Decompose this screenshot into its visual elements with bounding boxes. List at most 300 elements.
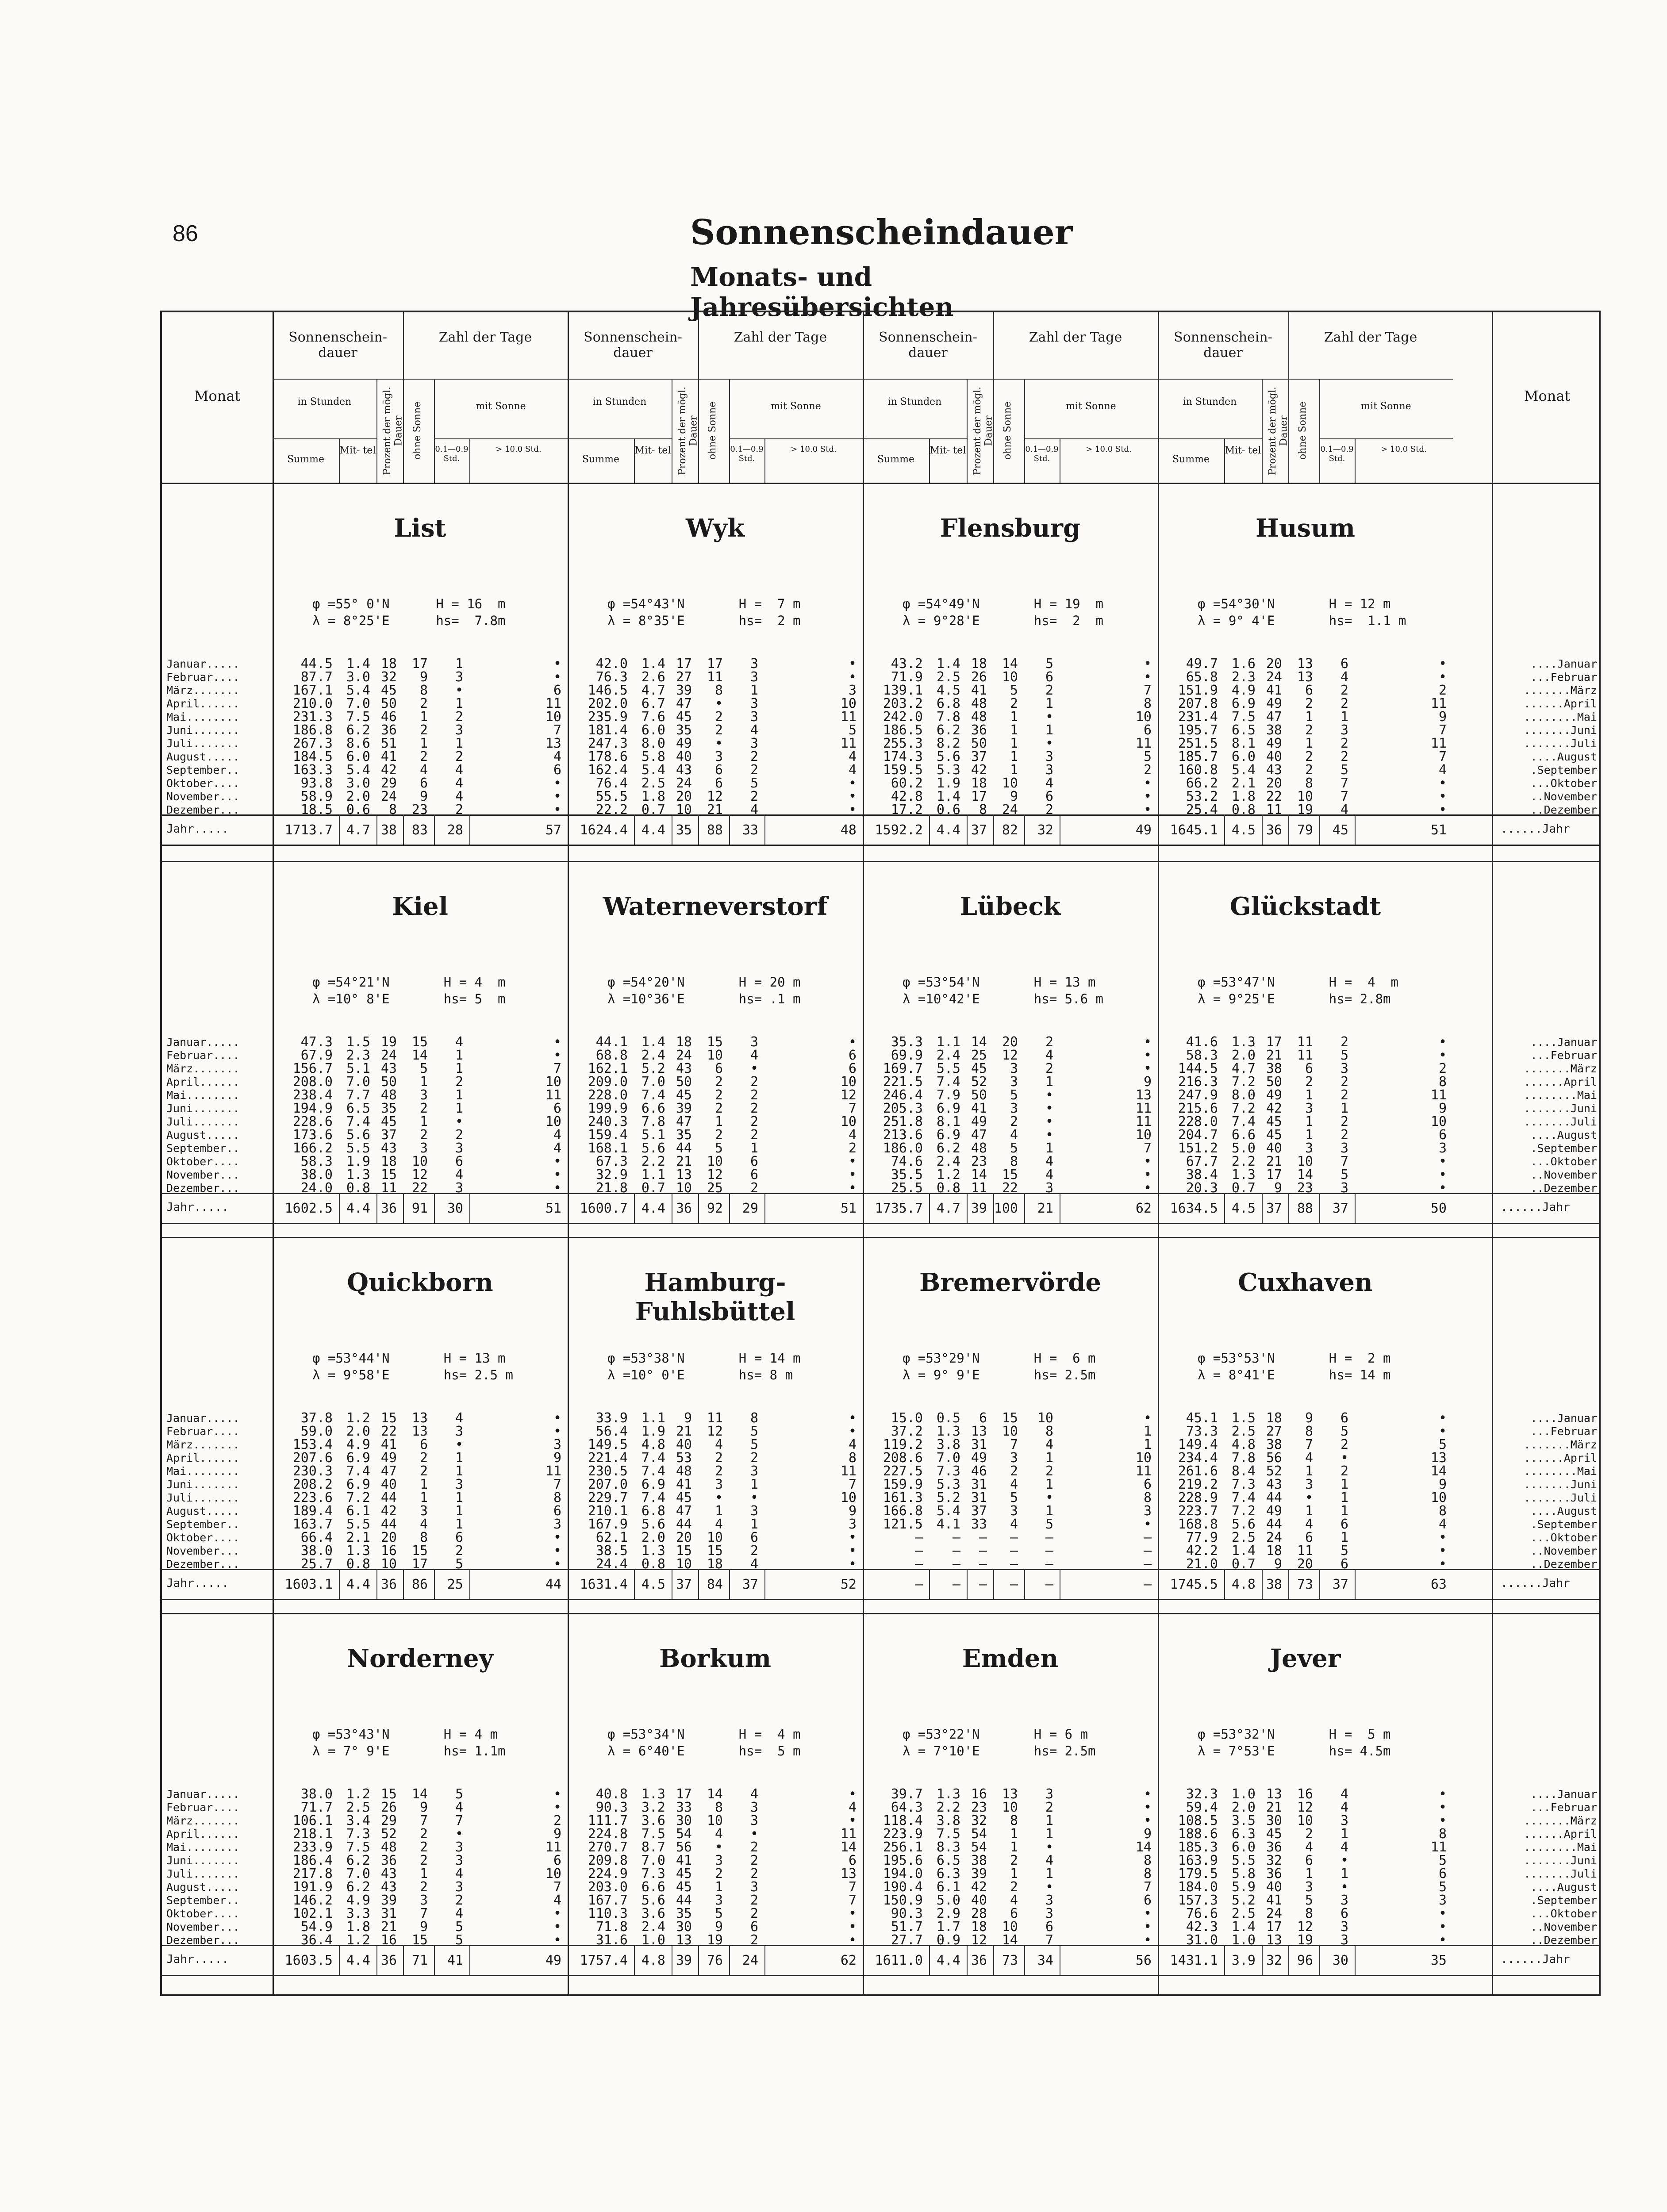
cell: 32.9 [595,1167,628,1183]
cell: 2 [455,1893,463,1908]
column-mittel [1224,1412,1256,1571]
station-coordinates-1: φ =54°21'N H = 4 m [312,975,506,990]
cell: 11 [1297,1543,1313,1559]
cell: 2 [419,1450,428,1466]
cell: 7 [1340,789,1348,804]
cell: 10 [707,1048,723,1063]
cell: 1 [455,736,463,751]
cell: 3 [1010,1061,1018,1076]
cell: 5 [848,722,857,738]
cell: 49 [676,736,692,751]
cell: 17 [1266,1919,1282,1935]
cell: 5.5 [346,1141,370,1156]
year-cell-divider [764,1193,765,1223]
year-cell-divider [729,1569,730,1599]
year-cell-divider [1319,1569,1320,1599]
cell: 11 [1135,1463,1152,1479]
year-cell: 71 [411,1953,428,1968]
cell: 5.4 [936,1503,960,1519]
cell: 233.9 [292,1839,333,1855]
cell: 2 [750,1074,758,1090]
cell: • [848,1410,857,1426]
year-cell-divider [764,1945,765,1975]
column-ohne [698,657,723,817]
cell: 9 [1143,1074,1152,1090]
cell: 2 [714,722,723,738]
cell: 29 [380,1813,397,1828]
cell: 35 [676,722,692,738]
cell: 7.2 [1231,1101,1256,1116]
header-mittel: Mit- tel [930,445,966,456]
cell: 25.7 [300,1556,333,1572]
cell: — [979,1556,987,1572]
cell: 13 [1430,1450,1447,1466]
cell: 62.1 [595,1530,628,1545]
year-cell: 28 [447,822,463,838]
cell: 6.2 [936,722,960,738]
cell: 42 [1266,1101,1282,1116]
cell: 231.4 [1178,709,1218,725]
cell: 255.3 [883,736,923,751]
month-label: ...Februar [1530,1049,1597,1062]
cell: 42.2 [1186,1543,1218,1559]
cell: 12 [971,1932,987,1948]
cell: 6 [553,762,561,778]
cell: 11 [1135,736,1152,751]
cell: 6 [848,1061,857,1076]
cell: 189.4 [292,1503,333,1519]
cell: 6.9 [936,1127,960,1143]
cell: 1 [455,1503,463,1519]
cell: 4 [1045,1154,1053,1169]
cell: 6 [1305,1530,1313,1545]
cell: 2.0 [346,1424,370,1439]
cell: 1.4 [1231,1543,1256,1559]
month-label: .September [1530,1518,1597,1531]
cell: 36 [380,722,397,738]
column-r1 [729,1036,758,1195]
cell: 8 [1045,1424,1053,1439]
cell: 11 [1135,1114,1152,1129]
cell: 15 [380,1167,397,1183]
cell: 38.0 [300,1786,333,1802]
cell: 3 [714,749,723,764]
year-cell-divider [634,1569,635,1599]
year-cell: 1603.1 [284,1577,333,1592]
cell: 5 [455,1919,463,1935]
cell: 44.1 [595,1034,628,1050]
column-prozent [672,657,692,817]
cell: 0.8 [936,1180,960,1196]
cell: 210.1 [588,1503,628,1519]
cell: 19 [380,1034,397,1050]
cell: • [553,789,561,804]
cell: 2 [1045,802,1053,818]
cell: 5 [1340,762,1348,778]
month-label: April...... [166,1075,240,1088]
cell: 52 [380,1826,397,1842]
cell: 15 [380,1786,397,1802]
cell: 1 [1305,1087,1313,1103]
cell: 12 [1002,1048,1018,1063]
cell: 14 [1002,1932,1018,1948]
cell: 87.7 [300,669,333,685]
cell: 40 [1266,1879,1282,1895]
cell: 8 [714,683,723,698]
cell: • [1438,1919,1447,1935]
year-cell: 1600.7 [580,1201,628,1216]
year-cell: 57 [545,822,561,838]
year-cell: 1603.5 [284,1953,333,1968]
cell: 41 [676,1477,692,1492]
cell: 0.7 [1231,1180,1256,1196]
year-cell: 36 [676,1201,692,1216]
column-r2 [1355,1788,1447,1947]
cell: 2 [419,1879,428,1895]
cell: 10 [545,709,561,725]
cell: 6.0 [641,722,665,738]
cell: 5 [455,1932,463,1948]
cell: 159.4 [588,1127,628,1143]
cell: 1 [1010,709,1018,725]
cell: 3 [848,683,857,698]
cell: • [1143,1813,1152,1828]
cell: 12 [1297,1800,1313,1815]
cell: • [553,1919,561,1935]
year-cell: 4.5 [1231,1201,1256,1216]
cell: 195.6 [883,1853,923,1868]
year-cell-divider [993,1569,994,1599]
block-divider [162,1237,1599,1238]
cell: 5.4 [346,762,370,778]
cell: 14 [1430,1463,1447,1479]
jahr-label-right: ......Jahr [1501,1201,1570,1214]
cell: 6.3 [936,1866,960,1882]
year-cell: 1735.7 [875,1201,923,1216]
cell: • [455,1114,463,1129]
cell: 3 [455,1180,463,1196]
year-cell: 50 [1430,1201,1447,1216]
month-label: Juli....... [166,1115,240,1128]
month-label: April...... [166,1828,240,1840]
cell: 4 [848,762,857,778]
year-cell-divider [1319,1193,1320,1223]
station-name: Glückstadt [1229,892,1381,921]
cell: 31 [971,1490,987,1505]
cell: 1 [1045,696,1053,711]
cell: 15.0 [891,1410,923,1426]
cell: 10 [840,1074,857,1090]
cell: 0.7 [641,802,665,818]
cell: 2.5 [346,1800,370,1815]
cell: 6.9 [346,1450,370,1466]
column-r2 [1355,657,1447,817]
cell: 106.1 [292,1813,333,1828]
cell: • [714,1490,723,1505]
column-r2 [764,657,857,817]
cell: 7.0 [641,1853,665,1868]
header-in-stunden: in Stunden [297,396,352,407]
cell: 6.5 [1231,722,1256,738]
cell: 7.4 [641,1490,665,1505]
month-label: Dezember... [166,1558,240,1571]
cell: 10 [545,1866,561,1882]
cell: 59.4 [1186,1800,1218,1815]
cell: 43 [676,762,692,778]
cell: 6 [1143,722,1152,738]
cell: 37 [971,1503,987,1519]
station-coordinates-2: λ =10° 0'E hs= 8 m [607,1367,793,1382]
cell: • [553,1932,561,1948]
cell: 2.2 [936,1800,960,1815]
cell: 6 [1045,669,1053,685]
cell: 36 [971,722,987,738]
cell: 1 [1010,762,1018,778]
cell: 221.5 [883,1074,923,1090]
cell: • [750,1061,758,1076]
cell: 8.0 [1231,1087,1256,1103]
station-coordinates-2: λ = 7° 9'E hs= 1.1m [312,1743,506,1759]
month-label: .......März [1524,1438,1597,1451]
cell: • [1143,1410,1152,1426]
cell: 2.0 [641,1530,665,1545]
cell: 3 [750,1813,758,1828]
year-cell: 36 [971,1953,987,1968]
month-label: März....... [166,1438,240,1451]
cell: 73.3 [1186,1424,1218,1439]
cell: 0.8 [346,1180,370,1196]
cell: 2 [750,1127,758,1143]
cell: 44 [676,1517,692,1532]
cell: 2 [419,1127,428,1143]
cell: 2 [714,709,723,725]
cell: 12 [707,1424,723,1439]
cell: • [1143,802,1152,818]
cell: 18 [971,656,987,672]
column-r2 [764,1036,857,1195]
year-cell: 51 [1430,822,1447,838]
cell: 3 [750,656,758,672]
cell: 1 [1305,736,1313,751]
cell: 228.0 [588,1087,628,1103]
cell: 9 [714,1919,723,1935]
cell: 6.2 [346,722,370,738]
cell: 19 [1297,802,1313,818]
header-prozent: Prozent der mögl. Dauer [972,386,995,475]
cell: — [979,1543,987,1559]
station-coordinates-1: φ =53°32'N H = 5 m [1198,1727,1391,1742]
cell: • [1045,1087,1053,1103]
month-label: .......Juli [1524,1115,1597,1128]
cell: 1 [750,1477,758,1492]
cell: 51.7 [891,1919,923,1935]
cell: 2.5 [1231,1530,1256,1545]
month-label: .September [1530,764,1597,776]
cell: 13 [840,1866,857,1882]
year-cell: 84 [707,1577,723,1592]
cell: 4.9 [346,1437,370,1452]
month-label: Juli....... [166,1491,240,1504]
monat-header-right: Monat [1524,388,1571,404]
header-prozent: Prozent der mögl. Dauer [1267,386,1290,475]
cell: • [848,776,857,791]
cell: • [553,1154,561,1169]
cell: 1 [455,656,463,672]
header-range-high: > 10.0 Std. [791,445,837,454]
cell: 5 [1438,1437,1447,1452]
cell: 2 [419,722,428,738]
cell: 6.3 [1231,1826,1256,1842]
cell: • [848,1932,857,1948]
cell: 33 [971,1517,987,1532]
cell: 8 [1438,1074,1447,1090]
cell: 18.5 [300,802,333,818]
cell: 4 [455,1906,463,1921]
year-cell: 4.4 [936,822,960,838]
cell: 9 [553,1826,561,1842]
cell: • [848,1424,857,1439]
cell: • [1045,1879,1053,1895]
year-cell: 34 [1037,1953,1053,1968]
cell: 10 [676,1180,692,1196]
cell: 144.5 [1178,1061,1218,1076]
cell: 23 [971,1800,987,1815]
cell: 1.3 [1231,1034,1256,1050]
cell: 1.9 [346,1154,370,1169]
cell: 5.6 [641,1141,665,1156]
month-label: Februar.... [166,671,240,684]
cell: • [1143,1167,1152,1183]
year-cell-divider [698,1193,699,1223]
cell: 1 [1305,1463,1313,1479]
cell: 50 [1266,1074,1282,1090]
cell: 49 [971,1450,987,1466]
cell: 3 [1305,1141,1313,1156]
month-label: .......Juni [1524,724,1597,737]
cell: 44 [380,1490,397,1505]
cell: 2 [1340,1114,1348,1129]
cell: 50 [676,1074,692,1090]
cell: 41 [676,1853,692,1868]
cell: • [1045,1490,1053,1505]
cell: 7.8 [936,709,960,725]
cell: 21 [1266,1154,1282,1169]
station-coordinates-1: φ =53°38'N H = 14 m [607,1351,801,1366]
cell: 2 [1340,696,1348,711]
cell: 1 [455,1450,463,1466]
cell: 4.8 [1231,1437,1256,1452]
cell: 210.0 [292,696,333,711]
cell: 9 [848,1503,857,1519]
header-split [434,379,435,483]
cell: 2 [750,1180,758,1196]
cell: 6.8 [641,1503,665,1519]
cell: 68.8 [595,1048,628,1063]
year-cell: 1431.1 [1170,1953,1218,1968]
cell: 13 [1297,669,1313,685]
column-r1 [1024,1036,1053,1195]
year-cell: 1631.4 [580,1577,628,1592]
cell: 251.8 [883,1114,923,1129]
year-cell: 62 [1135,1201,1152,1216]
cell: 54 [971,1839,987,1855]
cell: 1.2 [346,1932,370,1948]
cell: 50 [380,1074,397,1090]
cell: • [848,1813,857,1828]
cell: — [1045,1556,1053,1572]
station-name: Quickborn [347,1268,493,1297]
cell: 4 [750,722,758,738]
year-cell-divider [698,814,699,845]
cell: 270.7 [588,1839,628,1855]
year-cell: — [1143,1577,1152,1592]
cell: • [1438,1154,1447,1169]
year-cell: 73 [1002,1953,1018,1968]
cell: 1.8 [641,789,665,804]
month-label: November... [166,1544,240,1557]
cell: 3 [1045,762,1053,778]
column-r2 [469,1788,561,1947]
cell: 9 [1274,1180,1282,1196]
column-summe [273,1412,333,1571]
cell: 1 [1340,1826,1348,1842]
cell: 190.4 [883,1879,923,1895]
cell: 3.3 [346,1906,370,1921]
cell: 4 [848,749,857,764]
year-cell: 4.5 [641,1577,665,1592]
header-in-stunden: in Stunden [592,396,647,407]
cell: 204.7 [1178,1127,1218,1143]
cell: 47.3 [300,1034,333,1050]
month-label: September.. [166,1518,240,1531]
column-prozent [1262,1412,1282,1571]
cell: 5 [1045,656,1053,672]
cell: 2.4 [936,1048,960,1063]
cell: 6.5 [346,1101,370,1116]
cell: 5 [1438,1879,1447,1895]
cell: 24 [1266,669,1282,685]
cell: • [1143,1906,1152,1921]
header-summe: Summe [877,454,914,465]
cell: 167.1 [292,683,333,698]
year-cell-divider [376,1193,377,1223]
cell: 4.5 [936,683,960,698]
cell: 1.0 [641,1932,665,1948]
column-prozent [967,1412,987,1571]
cell: 7.5 [936,1826,960,1842]
cell: 19 [707,1932,723,1948]
cell: 7.0 [936,1450,960,1466]
cell: 6.1 [936,1879,960,1895]
cell: 8.7 [641,1839,665,1855]
header-bottom-line [162,483,1599,484]
cell: 2 [1438,1061,1447,1076]
cell: 42.3 [1186,1919,1218,1935]
cell: • [1045,1839,1053,1855]
cell: 14 [1135,1839,1152,1855]
year-cell: 92 [707,1201,723,1216]
cell: • [848,802,857,818]
column-summe [568,1036,628,1195]
year-cell-divider [1262,1193,1263,1223]
cell: 7.4 [641,1087,665,1103]
column-prozent [672,1788,692,1947]
cell: 1 [455,1517,463,1532]
cell: 30 [676,1919,692,1935]
cell: 3 [1010,1101,1018,1116]
station-name: List [394,514,446,543]
cell: 3 [1045,1906,1053,1921]
